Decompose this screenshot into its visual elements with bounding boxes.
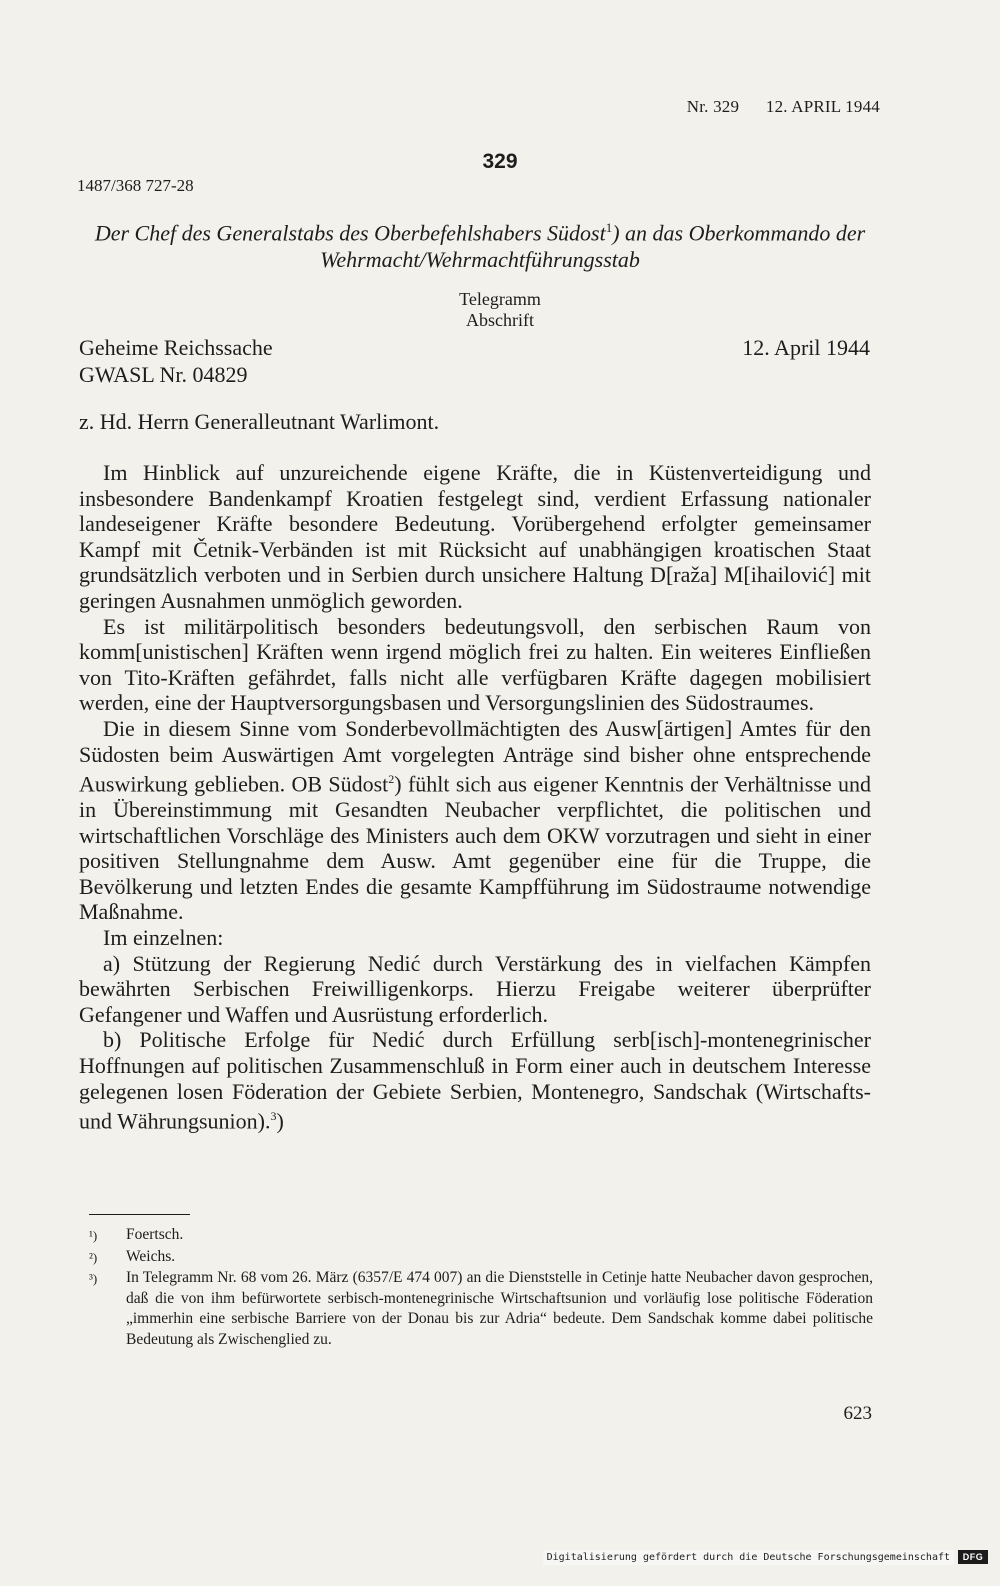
digitization-note: Digitalisierung gefördert durch die Deutsche Forschungsgemeinschaft [543,1550,954,1565]
footnote-item [89,1268,873,1350]
file-reference: 1487/368 727-28 [77,176,194,195]
paragraph-6 [79,1027,871,1134]
running-head-doc-no: Nr. 329 [686,97,740,116]
paragraph-1: Im Hinblick auf unzureichende eigene Kräfte, die in Küstenverteidigung und insbesondere Bandenkampf Kroatien festgelegt sind, verdient Erfassung nationaler landeseigener Kräfte besondere Bedeutung. Vorübergehend erfolgter gemeinsamer Kampf mit Četnik-Verbänden ist mit Rücksicht auf unabhängigen kroatischen Staat grundsätzlich verboten und in Serbien durch unsichere Haltung D[raža] M[ihailović] mit geringen Ausnahmen unmöglich geworden. [79,460,871,613]
heading-part2: ) an das Oberkommando der Wehrmacht/Wehrmachtführungsstab [320,220,866,273]
paragraph-6-footnote-mark: 3 [270,1109,277,1124]
paragraph-6-part2: ) [276,1108,284,1134]
meta-date: 12. April 1944 [742,335,870,360]
document-heading [80,214,880,273]
page-number: 623 [843,1403,872,1424]
footnote-mark: ¹) [89,1228,98,1243]
paragraph-2: Es ist militärpolitisch besonders bedeutungsvoll, den serbischen Raum von komm[unistischen] Kräften wenn irgend möglich frei zu halten. Ein weiteres Einfließen von Tito-Kräften gefährdet, falls nicht alle verfügbaren Kräfte dagegen mobilisiert werden, eine der Hauptversorgungsbasen und Versorgungslinien des Südostraumes. [79,613,871,716]
footnote-item [89,1225,873,1247]
footnote-text: In Telegramm Nr. 68 vom 26. März (6357/E 474 007) an die Dienststelle in Cetinje hatte Neubacher davon gesprochen, daß die von ihm befürwortete serbisch-montenegrinische Wirtschaftsunion und vorläufig lose politische Föderation „immerhin eine serbische Barriere von der Donau bis zur Adria“ bedeute. Dem Sandschak komme dabei politische Bedeutung als Zwischenglied zu. [126,1269,873,1348]
paragraph-3-footnote-mark: 2 [388,772,395,787]
telegram-line2: Abschrift [466,310,534,330]
footnote-text: Foertsch. [126,1226,184,1243]
heading-footnote-mark: 1 [605,220,613,235]
running-head-date: 12. APRIL 1944 [765,97,880,116]
paragraph-3 [79,716,871,925]
heading-part1: Der Chef des Generalstabs des Oberbefehlshabers Südost [94,220,606,246]
document-number: 329 [482,150,518,173]
paragraph-5: a) Stützung der Regierung Nedić durch Verstärkung des in vielfachen Kämpfen bewährten Serbischen Freiwilligenkorps. Hierzu Freigabe weiterer überprüfter Gefangener und Waffen und Ausrüstung erforderlich. [79,950,871,1027]
footnotes [89,1225,873,1350]
paragraph-6-part1: b) Politische Erfolge für Nedić durch Erfüllung serb[isch]-montenegrinischer Hoffnungen auf politischen Zusammenschluß in Form einer auch in deutschem Interesse gelegenen losen Föderation der Gebiete Serbien, Montenegro, Sandschak (Wirtschafts- und Währungsunion). [79,1027,871,1134]
classification: Geheime Reichssache [79,335,273,360]
telegram-line1: Telegramm [459,289,541,309]
body-text [79,460,871,1134]
telegram-label [0,289,1000,331]
paragraph-3-part1: Die in diesem Sinne vom Sonderbevollmächtigten des Ausw[ärtigen] Amtes für den Südosten beim Auswärtigen Amt vorgelegten Anträge sind bisher ohne entsprechende Auswirkung geblieben. OB Südost [79,715,871,797]
reference-number: GWASL Nr. 04829 [79,362,248,387]
footnote-divider [89,1214,190,1215]
paragraph-4: Im einzelnen: [103,925,224,951]
paragraph-3-part2: ) fühlt sich aus eigener Kenntnis der Verhältnisse und in Übereinstimmung mit Gesandten Neubacher verpflichtet, die politischen und wirtschaftlichen Vorschläge des Ministers auch dem OKW vorzutragen und sieht in einer positiven Stellungnahme dem Ausw. Amt gegenüber eine für die Truppe, die Bevölkerung und letzten Endes die gesamte Kampfführung im Südostraume notwendige Maßnahme. [79,771,871,925]
footnote-text: Weichs. [126,1247,176,1265]
footnote-item [89,1247,873,1269]
addressee: z. Hd. Herrn Generalleutnant Warlimont. [79,409,440,434]
running-head [640,97,880,117]
footnote-mark: ²) [89,1249,98,1265]
footnote-mark: ³) [89,1271,98,1286]
meta-left [79,334,273,388]
dfg-logo: DFG [958,1550,988,1564]
